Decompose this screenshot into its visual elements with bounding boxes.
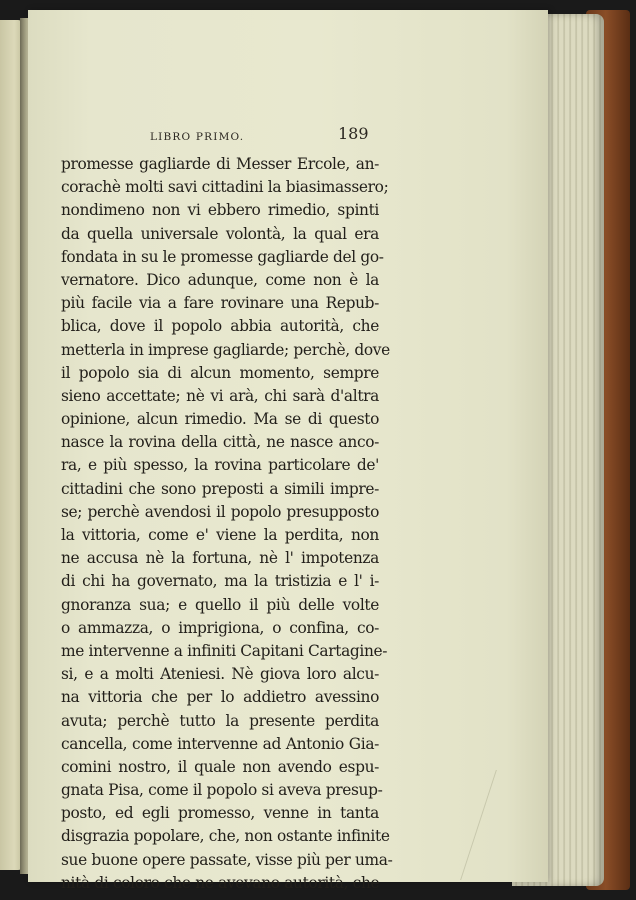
text-line: opinione, alcun rimedio. Ma se di questo <box>61 410 379 429</box>
text-line: ra, e più spesso, la rovina particolare de' <box>61 456 379 475</box>
text-line: na vittoria che per lo addietro avessino <box>61 688 379 707</box>
text-line: da quella universale volontà, la qual era <box>61 224 379 243</box>
text-line: sieno accettate; nè vi arà, chi sarà d'altra <box>61 386 379 405</box>
text-line: posto, ed egli promesso, venne in tanta <box>61 804 379 823</box>
text-line: di chi ha governato, ma la tristizia e l' i- <box>61 572 379 591</box>
text-line: promesse gagliarde di Messer Ercole, an- <box>61 155 379 173</box>
text-line: corachè molti savi cittadini la biasimassero; <box>61 178 389 197</box>
text-line: cittadini che sono preposti a simili impre- <box>61 479 379 498</box>
text-line: ne accusa nè la fortuna, nè l' impotenza <box>61 549 379 568</box>
text-line: me intervenne a infiniti Capitani Cartagine- <box>61 641 388 660</box>
text-line: cancella, come intervenne ad Antonio Gia- <box>61 734 379 753</box>
text-line: blica, dove il popolo abbia autorità, che <box>61 317 379 336</box>
text-line: fondata in su le promesse gagliarde del go- <box>61 247 384 266</box>
text-line: più facile via a fare rovinare una Repub- <box>61 294 379 313</box>
text-line: gnoranza sua; e quello il più delle volte <box>61 595 379 614</box>
text-line: nità di coloro che ne avevano autorità, che <box>61 873 380 892</box>
text-line: vernatore. Dico adunque, come non è la <box>61 270 379 289</box>
text-line: disgrazia popolare, che, non ostante infinite <box>61 827 390 846</box>
text-line: avuta; perchè tutto la presente perdita <box>61 711 379 730</box>
text-line: il popolo sia di alcun momento, sempre <box>61 363 379 382</box>
running-head: LIBRO PRIMO. <box>150 131 245 143</box>
body-text <box>61 153 393 895</box>
text-line: gnata Pisa, come il popolo si aveva presup- <box>61 781 383 800</box>
page-number: 189 <box>338 124 369 143</box>
text-line: si, e a molti Ateniesi. Nè giova loro alcu- <box>61 665 379 684</box>
text-line: se; perchè avendosi il popolo presupposto <box>61 502 379 521</box>
text-line: la vittoria, come e' viene la perdita, non <box>61 526 379 544</box>
text-line: o ammazza, o imprigiona, o confina, co- <box>61 618 379 637</box>
text-line: nasce la rovina della città, ne nasce anco- <box>61 433 379 452</box>
text-line: sue buone opere passate, visse più per uma- <box>61 850 393 869</box>
text-line: comini nostro, il quale non avendo espu- <box>61 757 379 776</box>
text-line: metterla in imprese gagliarde; perchè, dove <box>61 340 390 359</box>
text-line: nondimeno non vi ebbero rimedio, spinti <box>61 201 379 220</box>
